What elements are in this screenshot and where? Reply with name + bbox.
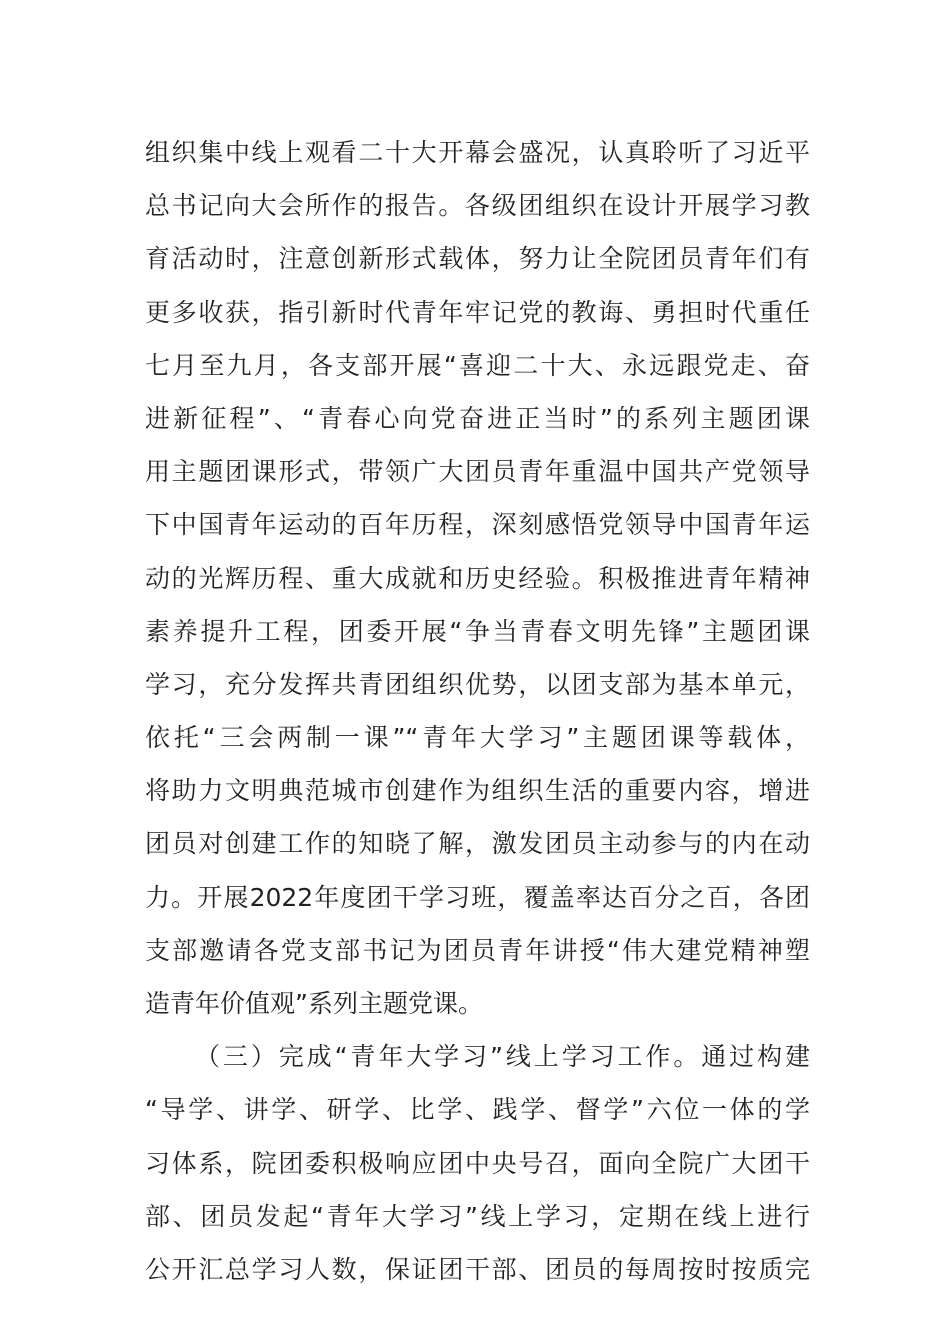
text-line: 支部邀请各党支部书记为团员青年讲授“伟大建党精神塑 — [145, 935, 810, 965]
text-line: 下中国青年运动的百年历程，深刻感悟党领导中国青年运 — [145, 510, 810, 540]
section-heading-line: （三）完成“青年大学习”线上学习工作。通过构建 — [195, 1042, 810, 1072]
text-line: 进新征程”、“青春心向党奋进正当时”的系列主题团课 — [145, 403, 810, 433]
text-line: 素养提升工程，团委开展“争当青春文明先锋”主题团课 — [145, 616, 810, 646]
text-line: 总书记向大会所作的报告。各级团组织在设计开展学习教 — [145, 191, 810, 221]
text-line: 育活动时，注意创新形式载体，努力让全院团员青年们有 — [145, 244, 810, 274]
text-line: 用主题团课形式，带领广大团员青年重温中国共产党领导 — [145, 457, 810, 487]
text-line: 动的光辉历程、重大成就和历史经验。积极推进青年精神 — [145, 563, 810, 593]
text-line: 部、团员发起“青年大学习”线上学习，定期在线上进行 — [145, 1201, 810, 1231]
text-line: 团员对创建工作的知晓了解，激发团员主动参与的内在动 — [145, 829, 810, 859]
text-line: 将助力文明典范城市创建作为组织生活的重要内容，增进 — [145, 776, 810, 806]
text-line: 力。开展2022年度团干学习班，覆盖率达百分之百，各团 — [145, 882, 810, 912]
text-line: “导学、讲学、研学、比学、践学、督学”六位一体的学 — [145, 1095, 810, 1125]
text-line: 组织集中线上观看二十大开幕会盛况，认真聆听了习近平 — [145, 138, 810, 167]
text-line: 公开汇总学习人数，保证团干部、团员的每周按时按质完 — [145, 1254, 810, 1284]
text-line: 七月至九月，各支部开展“喜迎二十大、永远跟党走、奋 — [145, 350, 810, 380]
text-line: 造青年价值观”系列主题党课。 — [145, 989, 483, 1018]
text-line: 更多收获，指引新时代青年牢记党的教诲、勇担时代重任 — [145, 297, 810, 327]
text-line: 依托“三会两制一课”“青年大学习”主题团课等载体， — [145, 723, 810, 753]
text-line: 学习，充分发挥共青团组织优势，以团支部为基本单元， — [145, 669, 810, 699]
text-line: 习体系，院团委积极响应团中央号召，面向全院广大团干 — [145, 1148, 810, 1178]
document-body — [145, 126, 810, 1296]
